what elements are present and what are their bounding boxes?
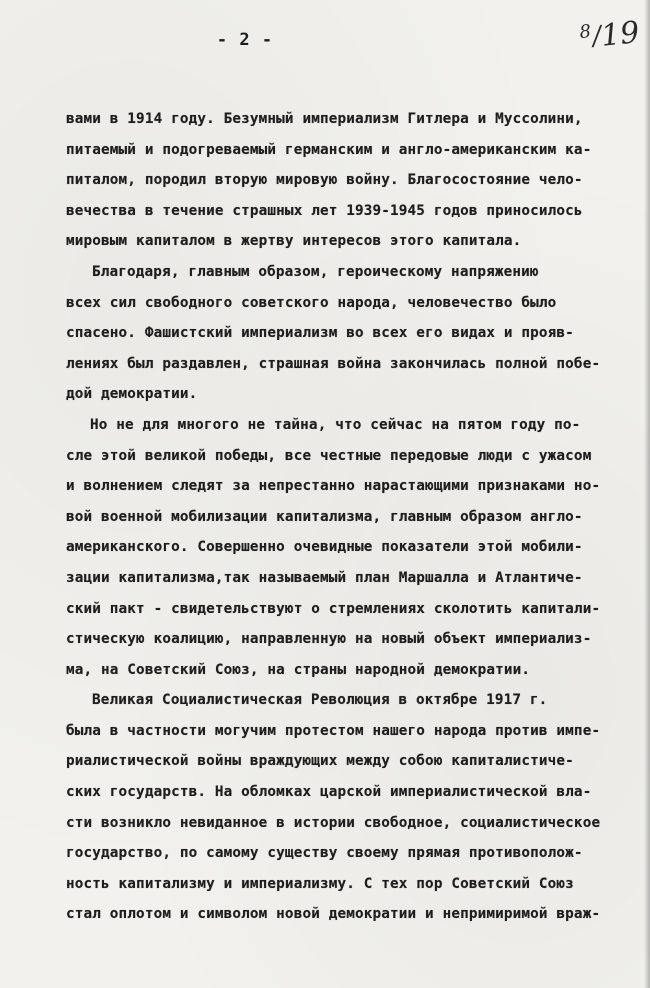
- text-line: вами в 1914 году. Безумный империализм Гитлера и Муссолини,: [66, 111, 583, 127]
- text-line: мировым капиталом в жертву интересов этого капитала.: [66, 233, 522, 250]
- text-line: дой демократии.: [66, 386, 198, 403]
- text-line: вечества в течение страшных лет 1939-1945 годов приносилось: [66, 202, 583, 219]
- typed-text-body: [0, 104, 650, 930]
- text-line: сти возникло невиданное в истории свободное, социалистическое: [66, 814, 601, 831]
- archive-mark-old-number: 8: [578, 20, 593, 44]
- archive-mark-new-number: 19: [599, 14, 642, 54]
- text-line: ность капитализму и империализму. С тех пор Советский Союз: [66, 875, 574, 892]
- text-line: государство, по самому существу своему прямая противополож-: [66, 845, 583, 862]
- text-line: американского. Совершенно очевидные показатели этой мобили-: [66, 539, 583, 556]
- text-line: всех сил свободного советского народа, человечество было: [66, 294, 557, 311]
- page-number: - 2 -: [216, 30, 274, 50]
- text-line: питалом, породил вторую мировую войну. Благосостояние чело-: [66, 172, 583, 189]
- text-line: спасено. Фашистский империализм во всех его видах и прояв-: [66, 325, 574, 342]
- text-line: вой военной мобилизации капитализма, главным образом англо-: [66, 508, 583, 525]
- archive-mark-slash: /: [590, 20, 603, 52]
- text-line: ских государств. На обломках царской империалистической вла-: [66, 784, 592, 801]
- archive-page-mark: [578, 15, 641, 56]
- text-line: питаемый и подогреваемый германским и англо-американским ка-: [66, 141, 592, 158]
- text-line: лениях был раздавлен, страшная война закончилась полной побе-: [66, 355, 601, 372]
- text-line: ский пакт - свидетельствуют о стремлениях сколотить капитали-: [66, 600, 601, 617]
- text-line: сле этой великой победы, все честные передовые люди с ужасом: [66, 447, 592, 464]
- text-line: зации капитализма,так называемый план Маршалла и Атлантиче-: [66, 569, 583, 586]
- paragraph-first-line: Но не для многого не тайна, что сейчас на пятом году по-: [90, 416, 581, 433]
- paragraph-first-line: Благодаря, главным образом, героическому напряжению: [92, 263, 539, 280]
- text-line: ма, на Советский Союз, на страны народной демократии.: [66, 661, 531, 678]
- text-line: стал оплотом и символом новой демократии и непримиримой враж-: [66, 906, 601, 923]
- text-line: была в частности могучим протестом нашего народа против импе-: [66, 722, 601, 739]
- paragraph-first-line: Великая Социалистическая Революция в октябре 1917 г.: [92, 692, 548, 709]
- text-line: стическую коалицию, направленную на новый объект империализ-: [66, 631, 592, 648]
- text-line: и волнением следят за непрестанно нарастающими признаками но-: [66, 478, 601, 495]
- text-line: риалистической войны враждующих между собою капиталистиче-: [66, 753, 574, 770]
